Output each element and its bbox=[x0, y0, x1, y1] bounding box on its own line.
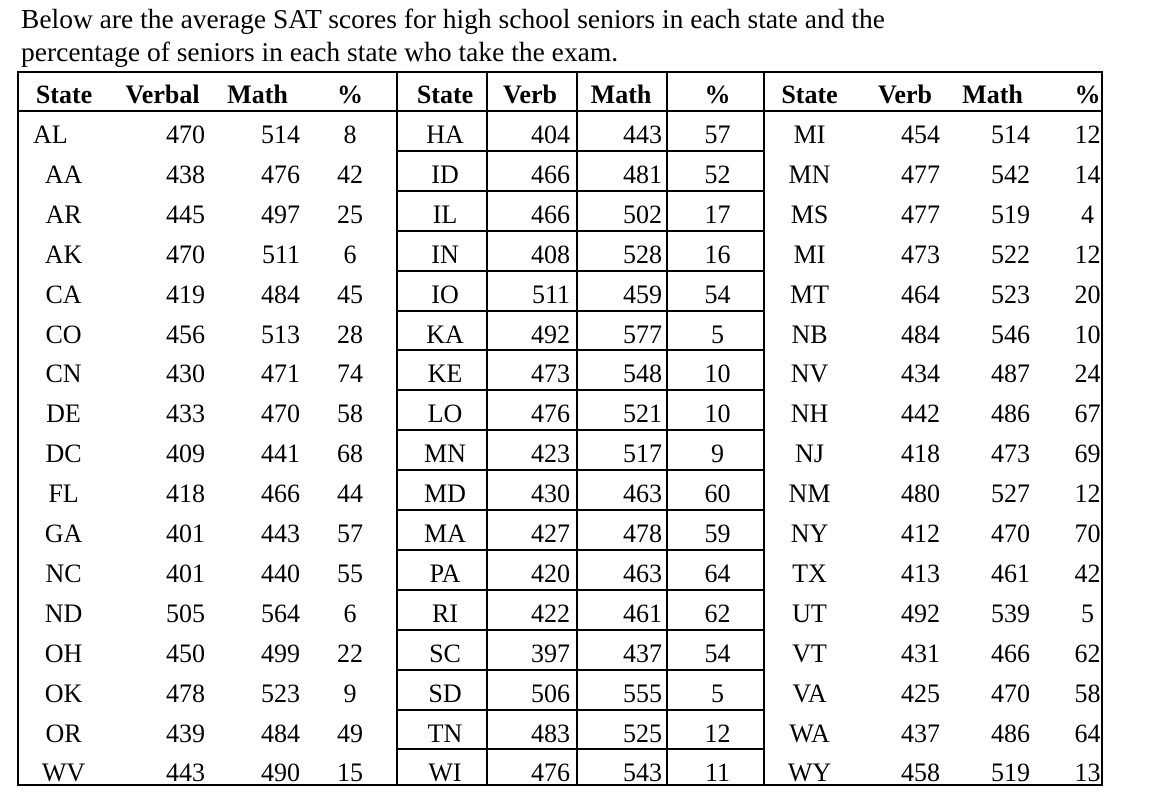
cell-verbal: 442 bbox=[901, 399, 940, 429]
cell-percent: 12 bbox=[704, 718, 731, 748]
cell-verbal: 492 bbox=[531, 319, 570, 349]
cell-percent: 58 bbox=[337, 399, 363, 429]
cell-percent: 42 bbox=[337, 159, 363, 189]
cell-verbal: 419 bbox=[166, 279, 205, 309]
cell-state: CN bbox=[45, 359, 82, 389]
column-header-verbal: Verbal bbox=[125, 80, 200, 109]
column-header-math: Math bbox=[227, 80, 288, 109]
cell-state: AA bbox=[44, 159, 83, 189]
cell-percent: 6 bbox=[343, 239, 357, 269]
cell-percent: 74 bbox=[337, 359, 363, 389]
cell-verbal: 458 bbox=[901, 758, 940, 788]
cell-verbal: 476 bbox=[531, 758, 570, 788]
column-header-verbal: Verb bbox=[503, 80, 557, 109]
cell-math: 463 bbox=[623, 479, 662, 509]
cell-percent: 64 bbox=[1074, 718, 1101, 748]
cell-state: NH bbox=[790, 399, 829, 429]
cell-verbal: 476 bbox=[531, 399, 570, 429]
row-divider bbox=[396, 389, 765, 391]
cell-state: MI bbox=[793, 239, 826, 269]
cell-percent: 59 bbox=[704, 519, 731, 548]
cell-math: 478 bbox=[623, 519, 662, 548]
cell-verbal: 409 bbox=[166, 439, 205, 469]
cell-math: 543 bbox=[623, 758, 662, 788]
row-divider bbox=[396, 748, 765, 750]
cell-math: 470 bbox=[261, 399, 300, 429]
row-divider bbox=[396, 629, 765, 631]
cell-math: 519 bbox=[991, 199, 1030, 229]
cell-math: 513 bbox=[261, 319, 300, 349]
row-divider bbox=[396, 270, 765, 272]
cell-math: 519 bbox=[991, 758, 1030, 788]
cell-percent: 60 bbox=[704, 479, 731, 509]
cell-percent: 28 bbox=[337, 319, 363, 349]
cell-percent: 5 bbox=[711, 678, 724, 708]
row-divider bbox=[396, 669, 765, 671]
cell-math: 499 bbox=[261, 638, 300, 668]
cell-percent: 22 bbox=[337, 638, 363, 668]
cell-math: 490 bbox=[261, 758, 300, 788]
cell-math: 466 bbox=[261, 479, 300, 509]
column-header-percent: % bbox=[337, 80, 363, 109]
cell-state: AL bbox=[33, 120, 68, 149]
cell-state: NC bbox=[45, 558, 82, 588]
cell-state: SD bbox=[428, 678, 462, 708]
column-header-state: State bbox=[35, 80, 93, 109]
cell-math: 523 bbox=[991, 279, 1030, 309]
cell-percent: 44 bbox=[337, 479, 363, 509]
cell-math: 473 bbox=[991, 439, 1030, 469]
cell-state: MN bbox=[788, 159, 831, 189]
cell-percent: 6 bbox=[343, 598, 357, 628]
cell-verbal: 401 bbox=[166, 519, 205, 548]
cell-math: 476 bbox=[261, 159, 300, 189]
cell-state: DC bbox=[45, 439, 82, 469]
cell-state: NB bbox=[791, 319, 828, 349]
cell-percent: 17 bbox=[704, 199, 731, 229]
intro-text bbox=[21, 2, 1141, 68]
cell-percent: 10 bbox=[1074, 319, 1101, 349]
column-header-state: State bbox=[416, 80, 474, 109]
cell-state: IN bbox=[431, 239, 459, 269]
cell-math: 487 bbox=[991, 359, 1030, 389]
cell-math: 521 bbox=[623, 399, 662, 429]
intro-line-1: Below are the average SAT scores for high school seniors in each state and the bbox=[21, 3, 885, 34]
cell-verbal: 480 bbox=[901, 479, 940, 509]
row-divider bbox=[396, 709, 765, 711]
cell-state: IO bbox=[431, 279, 459, 309]
cell-math: 466 bbox=[991, 638, 1030, 668]
cell-verbal: 427 bbox=[531, 519, 570, 548]
cell-verbal: 506 bbox=[531, 678, 570, 708]
row-divider bbox=[396, 549, 765, 551]
cell-state: MA bbox=[424, 519, 466, 548]
cell-verbal: 430 bbox=[166, 359, 205, 389]
cell-percent: 62 bbox=[1074, 638, 1101, 668]
cell-percent: 14 bbox=[1074, 159, 1101, 189]
cell-percent: 52 bbox=[704, 159, 731, 189]
cell-verbal: 422 bbox=[531, 598, 570, 628]
cell-percent: 24 bbox=[1074, 359, 1101, 389]
cell-math: 527 bbox=[991, 479, 1030, 509]
column-header-verbal: Verb bbox=[878, 80, 932, 109]
row-divider bbox=[396, 509, 765, 511]
cell-verbal: 466 bbox=[531, 159, 570, 189]
cell-math: 517 bbox=[623, 439, 662, 469]
cell-percent: 64 bbox=[704, 558, 731, 588]
row-divider bbox=[396, 589, 765, 591]
cell-state: IL bbox=[432, 199, 458, 229]
cell-verbal: 484 bbox=[901, 319, 940, 349]
cell-state: WA bbox=[789, 718, 830, 748]
cell-math: 441 bbox=[261, 439, 300, 469]
cell-percent: 57 bbox=[704, 120, 731, 149]
cell-state: MS bbox=[790, 199, 829, 229]
cell-percent: 62 bbox=[704, 598, 731, 628]
cell-math: 502 bbox=[623, 199, 662, 229]
cell-math: 497 bbox=[261, 199, 300, 229]
cell-verbal: 454 bbox=[901, 120, 940, 149]
cell-percent: 67 bbox=[1074, 399, 1101, 429]
cell-verbal: 478 bbox=[166, 678, 205, 708]
cell-math: 525 bbox=[623, 718, 662, 748]
cell-state: FL bbox=[48, 479, 79, 509]
cell-math: 542 bbox=[991, 159, 1030, 189]
cell-percent: 20 bbox=[1074, 279, 1101, 309]
cell-verbal: 431 bbox=[901, 638, 940, 668]
cell-verbal: 425 bbox=[901, 678, 940, 708]
column-header-percent: % bbox=[1074, 80, 1101, 109]
cell-percent: 13 bbox=[1074, 758, 1101, 788]
cell-math: 514 bbox=[261, 120, 300, 149]
column-header-percent: % bbox=[704, 80, 731, 109]
cell-verbal: 456 bbox=[166, 319, 205, 349]
cell-state: TX bbox=[792, 558, 827, 588]
cell-verbal: 397 bbox=[531, 638, 570, 668]
cell-state: MT bbox=[790, 279, 829, 309]
cell-math: 486 bbox=[991, 399, 1030, 429]
cell-state: NV bbox=[790, 359, 829, 389]
cell-verbal: 443 bbox=[166, 758, 205, 788]
cell-state: HA bbox=[426, 120, 464, 149]
cell-state: NJ bbox=[795, 439, 824, 469]
row-divider bbox=[396, 190, 765, 192]
cell-verbal: 473 bbox=[531, 359, 570, 389]
cell-math: 577 bbox=[623, 319, 662, 349]
header-divider bbox=[17, 110, 1103, 112]
cell-percent: 16 bbox=[704, 239, 731, 269]
row-divider bbox=[396, 349, 765, 351]
cell-math: 481 bbox=[623, 159, 662, 189]
cell-state: UT bbox=[792, 598, 827, 628]
cell-verbal: 438 bbox=[166, 159, 205, 189]
cell-math: 463 bbox=[623, 558, 662, 588]
cell-state: AK bbox=[44, 239, 83, 269]
cell-verbal: 430 bbox=[531, 479, 570, 509]
cell-math: 539 bbox=[991, 598, 1030, 628]
cell-percent: 15 bbox=[337, 758, 363, 788]
cell-percent: 9 bbox=[343, 678, 357, 708]
cell-percent: 12 bbox=[1074, 239, 1101, 269]
cell-percent: 54 bbox=[704, 638, 731, 668]
cell-percent: 12 bbox=[1074, 120, 1101, 149]
cell-state: AR bbox=[45, 199, 82, 229]
cell-math: 461 bbox=[991, 558, 1030, 588]
cell-verbal: 483 bbox=[531, 718, 570, 748]
cell-percent: 10 bbox=[704, 359, 731, 389]
cell-math: 528 bbox=[623, 239, 662, 269]
cell-math: 440 bbox=[261, 558, 300, 588]
cell-verbal: 418 bbox=[901, 439, 940, 469]
cell-state: OR bbox=[45, 718, 82, 748]
cell-percent: 5 bbox=[711, 319, 724, 349]
cell-state: MN bbox=[424, 439, 466, 469]
intro-line-2: percentage of seniors in each state who take the exam. bbox=[21, 36, 619, 67]
cell-verbal: 505 bbox=[166, 598, 205, 628]
cell-verbal: 412 bbox=[901, 519, 940, 548]
cell-state: WY bbox=[787, 758, 832, 788]
cell-math: 548 bbox=[623, 359, 662, 389]
cell-state: KA bbox=[426, 319, 464, 349]
cell-state: NM bbox=[788, 479, 831, 509]
row-divider bbox=[396, 230, 765, 232]
cell-verbal: 437 bbox=[901, 718, 940, 748]
cell-verbal: 466 bbox=[531, 199, 570, 229]
cell-state: OH bbox=[44, 638, 83, 668]
cell-state: CO bbox=[45, 319, 82, 349]
cell-percent: 12 bbox=[1074, 479, 1101, 509]
cell-math: 437 bbox=[623, 638, 662, 668]
cell-verbal: 404 bbox=[531, 120, 570, 149]
cell-math: 555 bbox=[623, 678, 662, 708]
cell-state: CA bbox=[45, 279, 82, 309]
cell-verbal: 464 bbox=[901, 279, 940, 309]
cell-percent: 25 bbox=[337, 199, 363, 229]
cell-math: 443 bbox=[261, 519, 300, 548]
cell-verbal: 434 bbox=[901, 359, 940, 389]
cell-percent: 42 bbox=[1074, 558, 1101, 588]
cell-math: 514 bbox=[991, 120, 1030, 149]
cell-percent: 9 bbox=[711, 439, 724, 469]
cell-verbal: 423 bbox=[531, 439, 570, 469]
cell-state: SC bbox=[429, 638, 461, 668]
cell-verbal: 470 bbox=[166, 120, 205, 149]
cell-state: LO bbox=[427, 399, 463, 429]
cell-state: KE bbox=[427, 359, 463, 389]
cell-math: 486 bbox=[991, 718, 1030, 748]
cell-math: 511 bbox=[261, 239, 300, 269]
cell-state: MD bbox=[424, 479, 466, 509]
cell-state: MI bbox=[793, 120, 826, 149]
row-divider bbox=[396, 150, 765, 152]
cell-percent: 8 bbox=[343, 120, 357, 149]
cell-state: OK bbox=[44, 678, 83, 708]
cell-math: 461 bbox=[623, 598, 662, 628]
cell-math: 459 bbox=[623, 279, 662, 309]
column-header-state: State bbox=[781, 80, 838, 109]
cell-verbal: 418 bbox=[166, 479, 205, 509]
cell-math: 564 bbox=[261, 598, 300, 628]
cell-state: ND bbox=[44, 598, 83, 628]
cell-math: 546 bbox=[991, 319, 1030, 349]
cell-math: 471 bbox=[261, 359, 300, 389]
cell-math: 470 bbox=[991, 678, 1030, 708]
cell-percent: 11 bbox=[704, 758, 731, 788]
cell-verbal: 401 bbox=[166, 558, 205, 588]
cell-state: VA bbox=[792, 678, 827, 708]
cell-math: 523 bbox=[261, 678, 300, 708]
cell-verbal: 470 bbox=[166, 239, 205, 269]
cell-state: WV bbox=[41, 758, 86, 788]
cell-percent: 69 bbox=[1074, 439, 1101, 469]
cell-state: DE bbox=[46, 399, 81, 429]
cell-verbal: 433 bbox=[166, 399, 205, 429]
column-header-math: Math bbox=[590, 80, 652, 109]
cell-percent: 5 bbox=[1081, 598, 1094, 628]
cell-state: NY bbox=[790, 519, 829, 548]
cell-verbal: 439 bbox=[166, 718, 205, 748]
row-divider bbox=[396, 469, 765, 471]
cell-percent: 68 bbox=[337, 439, 363, 469]
cell-verbal: 408 bbox=[531, 239, 570, 269]
cell-math: 484 bbox=[261, 279, 300, 309]
cell-percent: 49 bbox=[337, 718, 363, 748]
cell-verbal: 473 bbox=[901, 239, 940, 269]
cell-state: PA bbox=[429, 558, 461, 588]
cell-percent: 55 bbox=[337, 558, 363, 588]
cell-math: 470 bbox=[991, 519, 1030, 548]
cell-percent: 4 bbox=[1081, 199, 1094, 229]
cell-verbal: 420 bbox=[531, 558, 570, 588]
cell-state: TN bbox=[427, 718, 463, 748]
cell-state: ID bbox=[431, 159, 459, 189]
cell-verbal: 477 bbox=[901, 199, 940, 229]
cell-verbal: 477 bbox=[901, 159, 940, 189]
cell-verbal: 445 bbox=[166, 199, 205, 229]
cell-state: GA bbox=[44, 519, 83, 548]
cell-percent: 54 bbox=[704, 279, 731, 309]
cell-math: 443 bbox=[623, 120, 662, 149]
cell-verbal: 413 bbox=[901, 558, 940, 588]
row-divider bbox=[396, 429, 765, 431]
cell-state: VT bbox=[792, 638, 827, 668]
cell-percent: 58 bbox=[1074, 678, 1101, 708]
cell-verbal: 450 bbox=[166, 638, 205, 668]
row-divider bbox=[396, 310, 765, 312]
cell-percent: 57 bbox=[337, 519, 363, 548]
cell-verbal: 511 bbox=[531, 279, 570, 309]
cell-math: 522 bbox=[991, 239, 1030, 269]
cell-math: 484 bbox=[261, 718, 300, 748]
cell-percent: 45 bbox=[337, 279, 363, 309]
cell-verbal: 492 bbox=[901, 598, 940, 628]
column-header-math: Math bbox=[962, 80, 1023, 109]
cell-percent: 10 bbox=[704, 399, 731, 429]
cell-percent: 70 bbox=[1074, 519, 1101, 548]
cell-state: WI bbox=[428, 758, 462, 788]
cell-state: RI bbox=[432, 598, 458, 628]
